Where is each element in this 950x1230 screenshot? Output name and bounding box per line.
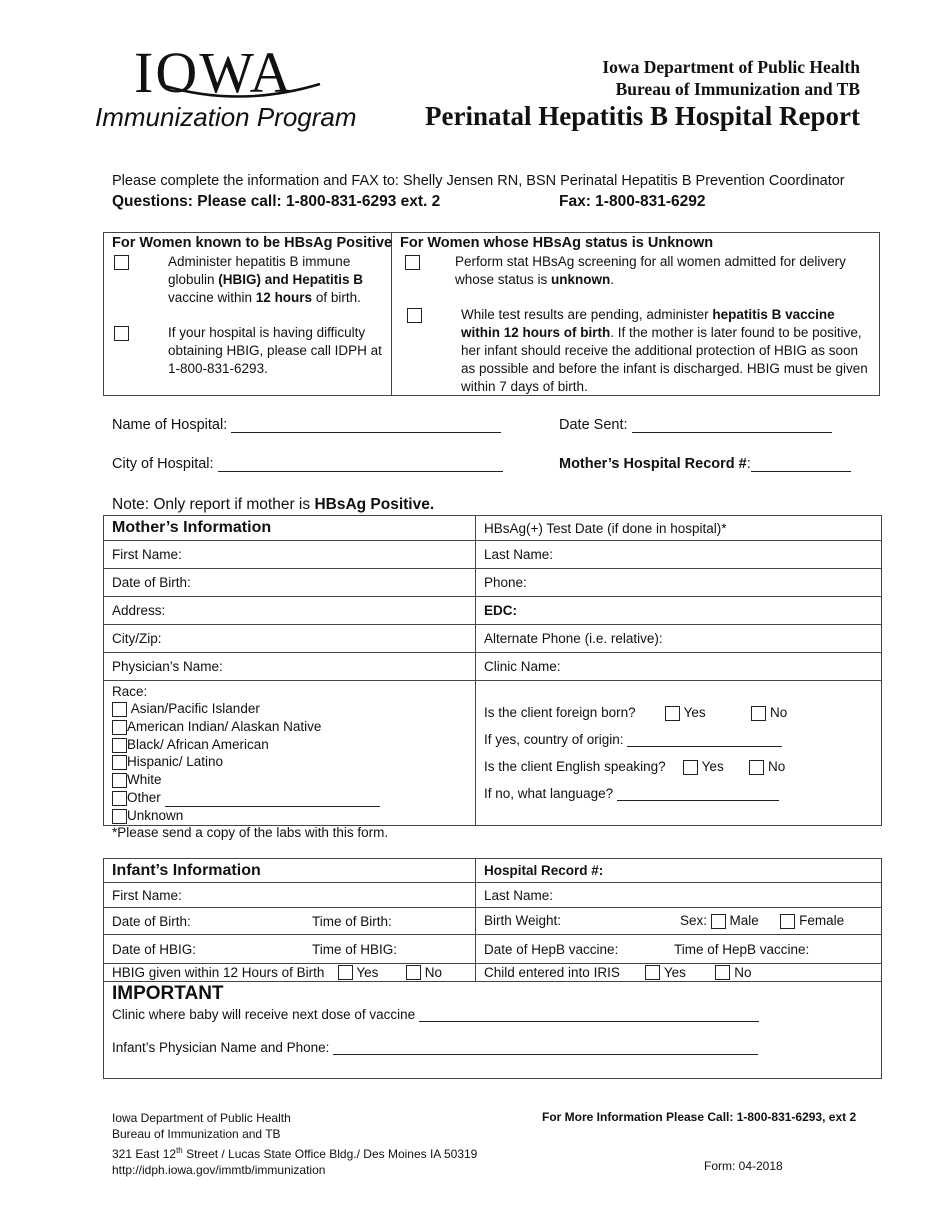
footer-url[interactable]: http://idph.iowa.gov/immtb/immunization [112,1162,326,1177]
hepb-date-field[interactable]: Date of HepB vaccine: [484,941,619,957]
unknown-item1-text: Perform stat HBsAg screening for all women admitted for delivery whose status is unknown. [455,254,846,287]
mother-physician-field[interactable]: Physician’s Name: [104,653,476,681]
mother-last-name-field[interactable]: Last Name: [476,541,882,569]
foreign-yes-checkbox[interactable] [665,706,680,721]
mother-clinic-field[interactable]: Clinic Name: [476,653,882,681]
hepb-time-field[interactable]: Time of HepB vaccine: [674,941,810,957]
footer-bureau: Bureau of Immunization and TB [112,1127,281,1142]
sex-male-checkbox[interactable] [711,914,726,929]
race-option-american-indian[interactable]: American Indian/ Alaskan Native [112,718,467,736]
positive-item2-checkbox[interactable] [114,326,129,341]
english-no-checkbox[interactable] [749,760,764,775]
race-option-asian[interactable]: Asian/Pacific Islander [112,700,467,718]
race-checkbox[interactable] [112,755,127,770]
origin-cell [476,681,882,826]
infant-tob-field[interactable]: Time of Birth: [312,913,392,929]
mother-info-table [103,515,882,826]
race-cell [104,681,476,826]
mother-heading: Mother’s Information [104,516,476,541]
header-dept: Iowa Department of Public Health [602,57,860,77]
mother-phone-field[interactable]: Phone: [476,569,882,597]
language-field[interactable]: If no, what language? [484,786,873,801]
footer-dept: Iowa Department of Public Health [112,1111,291,1125]
iris-no-checkbox[interactable] [715,965,730,980]
positive-item1-checkbox[interactable] [114,255,129,270]
infant-birth-row [104,908,476,935]
important-heading: IMPORTANT [112,983,224,1004]
hbig12-yes-checkbox[interactable] [338,965,353,980]
race-checkbox[interactable] [112,720,127,735]
date-sent-field[interactable]: Date Sent: [559,417,832,433]
hospital-name-field[interactable]: Name of Hospital: [112,417,501,433]
hbig-time-field[interactable]: Time of HBIG: [312,941,398,957]
next-dose-clinic-field[interactable]: Clinic where baby will receive next dose of vaccine [112,1007,873,1022]
mother-edc-field[interactable]: EDC: [476,597,882,625]
unknown-heading: For Women whose HBsAg status is Unknown [400,235,714,251]
race-checkbox[interactable] [112,791,127,806]
iris-row: Child entered into IRIS Yes No [476,964,882,982]
birth-weight-field[interactable]: Birth Weight: [484,913,562,929]
unknown-item2-checkbox[interactable] [407,308,422,323]
infant-weight-row: Birth Weight: Sex: Male Female [476,908,882,935]
instruction-divider [391,232,392,396]
mother-alt-phone-field[interactable]: Alternate Phone (i.e. relative): [476,625,882,653]
mother-record-field[interactable]: Mother’s Hospital Record #: [559,456,851,472]
infant-info-table [103,858,882,1079]
foreign-born-question: Is the client foreign born? Yes No [484,705,788,720]
mother-cityzip-field[interactable]: City/Zip: [104,625,476,653]
fax-number: Fax: 1-800-831-6292 [559,193,706,210]
positive-item1-text: Administer hepatitis B immune globulin (HBIG) and Hepatitis B vaccine within 12 hours of birth. [168,254,364,305]
english-question: Is the client English speaking? Yes No [484,759,786,774]
infant-physician-field[interactable]: Infant’s Physician Name and Phone: [112,1040,873,1055]
infant-first-name-field[interactable]: First Name: [104,883,476,908]
english-yes-checkbox[interactable] [683,760,698,775]
hepb-row [476,935,882,964]
header-bureau: Bureau of Immunization and TB [615,79,860,99]
race-option-unknown[interactable]: Unknown [112,807,467,825]
unknown-item1-checkbox[interactable] [405,255,420,270]
race-option-other[interactable]: Other [112,789,467,807]
mother-first-name-field[interactable]: First Name: [104,541,476,569]
hbig-date-field[interactable]: Date of HBIG: [112,941,197,957]
infant-dob-field[interactable]: Date of Birth: [112,913,191,929]
race-checkbox[interactable] [112,738,127,753]
positive-item2-text: If your hospital is having difficulty obtaining HBIG, please call IDPH at 1-800-831-6293. [168,325,382,376]
hbig-row [104,935,476,964]
sex-label: Sex: [680,913,708,929]
footer-address-block [112,1110,477,1178]
race-checkbox[interactable] [112,773,127,788]
report-note: Note: Only report if mother is HBsAg Positive. [112,496,435,513]
infant-heading: Infant’s Information [104,859,476,883]
hbig12-no-checkbox[interactable] [406,965,421,980]
logo-iowa-word: IOWA [134,40,294,105]
race-label: Race: [112,684,148,699]
footer-more-info: For More Information Please Call: 1-800-831-6293, ext 2 [542,1110,857,1124]
mother-dob-field[interactable]: Date of Birth: [104,569,476,597]
important-cell [104,982,882,1079]
race-option-white[interactable]: White [112,771,467,789]
footer-address: 321 East 12th Street / Lucas State Office Bldg./ Des Moines IA 50319 [112,1145,478,1161]
race-option-black[interactable]: Black/ African American [112,736,467,754]
labs-note: *Please send a copy of the labs with this form. [112,825,389,840]
page-title: Perinatal Hepatitis B Hospital Report [425,101,860,131]
iris-yes-checkbox[interactable] [645,965,660,980]
fax-instructions: Please complete the information and FAX to: Shelly Jensen RN, BSN Perinatal Hepatitis B Prevention Coordinator [112,173,845,189]
foreign-no-checkbox[interactable] [751,706,766,721]
logo-program-text: Immunization Program [95,102,357,132]
sex-female-checkbox[interactable] [780,914,795,929]
infant-record-field[interactable]: Hospital Record #: [476,859,882,883]
race-checkbox[interactable] [112,702,127,717]
logo-swoosh-icon [160,78,325,104]
hbsag-test-date-field[interactable]: HBsAg(+) Test Date (if done in hospital)* [476,516,882,541]
form-number: Form: 04-2018 [704,1159,783,1173]
infant-last-name-field[interactable]: Last Name: [476,883,882,908]
race-checkbox[interactable] [112,809,127,824]
positive-heading: For Women known to be HBsAg Positive [112,235,393,251]
country-origin-field[interactable]: If yes, country of origin: [484,732,873,759]
mother-address-field[interactable]: Address: [104,597,476,625]
race-option-hispanic[interactable]: Hispanic/ Latino [112,753,467,771]
hospital-city-field[interactable]: City of Hospital: [112,456,503,472]
hbig12-row: HBIG given within 12 Hours of Birth Yes No [104,964,476,982]
questions-phone: Questions: Please call: 1-800-831-6293 ext. 2 [112,193,441,210]
unknown-item2-text: While test results are pending, administer hepatitis B vaccine within 12 hours of birth. If the mother is later found to be positive, her infant should receive the additional protection of HBIG as soon as possible and before the infant is discharged. HBIG must be given within 7 days of birth. [461,307,868,394]
